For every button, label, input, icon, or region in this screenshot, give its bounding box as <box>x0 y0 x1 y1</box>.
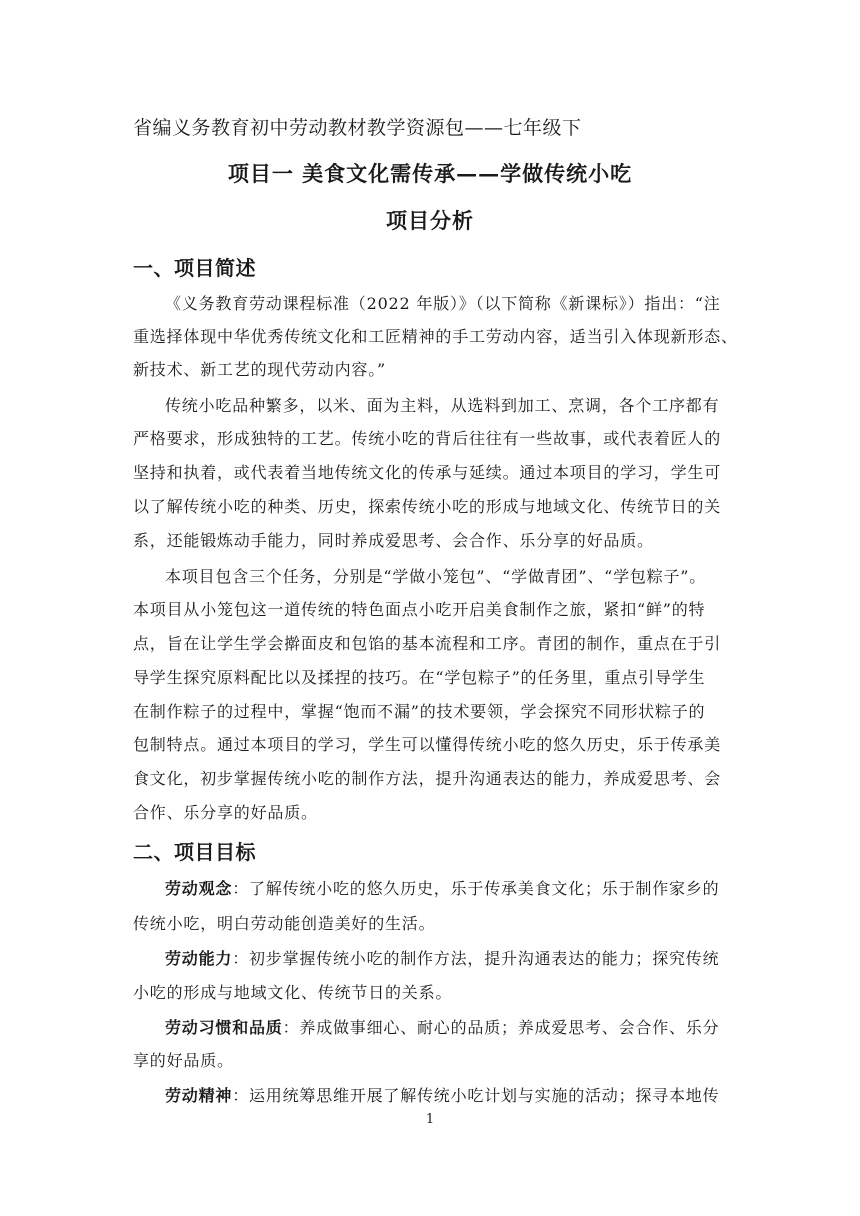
paragraph-line: 合作、乐分享的好品质。 <box>133 803 318 822</box>
goal-text: ：初步掌握传统小吃的制作方法，提升沟通表达的能力；探究传统 <box>232 949 720 968</box>
document-header: 省编义务教育初中劳动教材教学资源包——七年级下 <box>133 117 582 139</box>
paragraph-line: 本项目包含三个任务，分别是“学做小笼包”、“学做青团”、“学包粽子”。 <box>165 567 707 586</box>
paragraph-line: 新技术、新工艺的现代劳动内容。” <box>133 360 386 379</box>
paragraph-line: 包制特点。通过本项目的学习，学生可以懂得传统小吃的悠久历史，乐于传承美 <box>133 735 722 754</box>
section-heading-goals: 二、项目目标 <box>133 840 256 864</box>
paragraph-line: 导学生探究原料配比以及揉捏的技巧。在“学包粽子”的任务里，重点引导学生 <box>133 668 706 687</box>
goal-line <box>165 1083 719 1106</box>
project-subtitle: 项目分析 <box>386 208 474 233</box>
goal-label: 劳动精神 <box>165 1086 233 1105</box>
goal-line <box>165 876 719 899</box>
paragraph-line: 重选择体现中华优秀传统文化和工匠精神的手工劳动内容，适当引入体现新形态、 <box>133 327 738 346</box>
goal-text: ：了解传统小吃的悠久历史，乐于传承美食文化；乐于制作家乡的 <box>232 879 720 898</box>
paragraph-line: 点，旨在让学生学会擀面皮和包馅的基本流程和工序。青团的制作，重点在于引 <box>133 634 722 653</box>
section-heading-overview: 一、项目简述 <box>133 256 256 280</box>
goal-line: 享的好品质。 <box>133 1051 234 1070</box>
goal-text: ：运用统筹思维开展了解传统小吃计划与实施的活动；探寻本地传 <box>232 1086 720 1105</box>
paragraph-line: 《义务教育劳动课程标准（2022 年版）》（以下简称《新课标》）指出：“注 <box>165 294 721 313</box>
paragraph-line: 坚持和执着，或代表着当地传统文化的传承与延续。通过本项目的学习，学生可 <box>133 463 722 482</box>
goal-line <box>165 946 719 969</box>
project-title: 项目一 美食文化需传承——学做传统小吃 <box>227 161 633 186</box>
paragraph-line: 食文化，初步掌握传统小吃的制作方法，提升沟通表达的能力，养成爱思考、会 <box>133 769 722 788</box>
goal-label: 劳动习惯和品质 <box>165 1018 283 1037</box>
goal-text: ：养成做事细心、耐心的品质；养成爱思考、会合作、乐分 <box>282 1018 720 1037</box>
paragraph-line: 以了解传统小吃的种类、历史，探索传统小吃的形成与地域文化、传统节日的关 <box>133 497 722 516</box>
paragraph-line: 系，还能锻炼动手能力，同时养成爱思考、会合作、乐分享的好品质。 <box>133 531 654 550</box>
goal-label: 劳动能力 <box>165 949 233 968</box>
paragraph-line: 本项目从小笼包这一道传统的特色面点小吃开启美食制作之旅，紧扣“鲜”的特 <box>133 600 706 619</box>
page-number: 1 <box>425 1112 435 1127</box>
paragraph-line: 在制作粽子的过程中，掌握“饱而不漏”的技术要领，学会探究不同形状粽子的 <box>133 702 706 721</box>
paragraph-line: 传统小吃品种繁多，以米、面为主料，从选料到加工、烹调，各个工序都有 <box>165 396 720 415</box>
goal-line: 小吃的形成与地域文化、传统节日的关系。 <box>133 983 453 1002</box>
goal-line: 传统小吃，明白劳动能创造美好的生活。 <box>133 914 436 933</box>
goal-line <box>165 1015 719 1038</box>
paragraph-line: 严格要求，形成独特的工艺。传统小吃的背后往往有一些故事，或代表着匠人的 <box>133 429 722 448</box>
goal-label: 劳动观念 <box>165 879 233 898</box>
